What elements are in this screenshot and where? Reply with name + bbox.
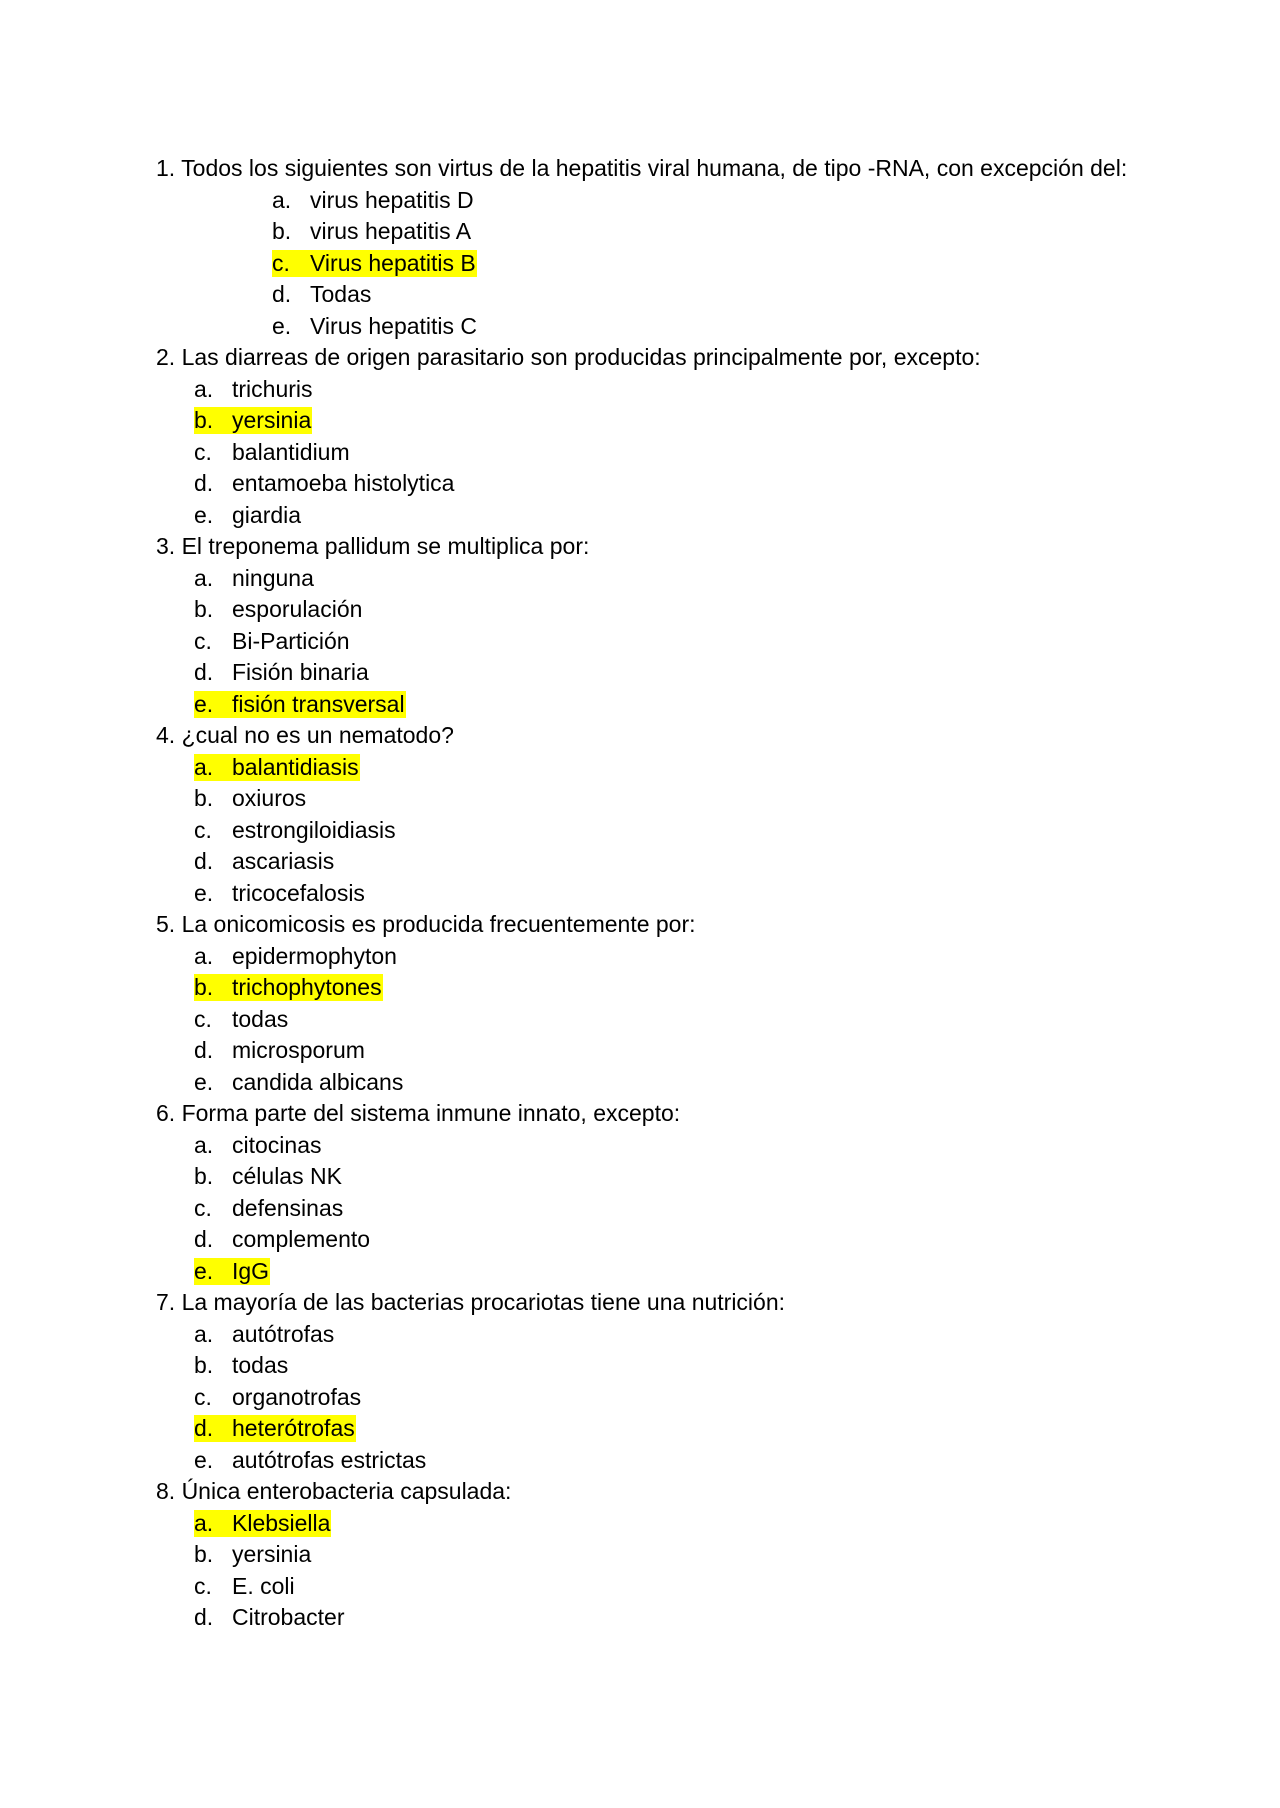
option-text: complemento bbox=[232, 1226, 371, 1252]
option-item bbox=[156, 1508, 1136, 1540]
question-text: 4. ¿cual no es un nematodo? bbox=[156, 722, 454, 748]
option-letter: c. bbox=[272, 249, 290, 276]
option-item bbox=[156, 846, 1136, 878]
option-content bbox=[194, 659, 370, 686]
option-content bbox=[272, 281, 372, 308]
option-letter: e. bbox=[194, 1068, 214, 1095]
option-letter: a. bbox=[194, 375, 214, 402]
option-content bbox=[194, 1006, 289, 1033]
option-text: virus hepatitis A bbox=[310, 218, 472, 244]
option-list bbox=[156, 941, 1136, 1099]
option-item bbox=[156, 657, 1136, 689]
option-item bbox=[156, 437, 1136, 469]
question-text: 1. Todos los siguientes son virtus de la hepatitis viral humana, de tipo -RNA, con excepción del: bbox=[156, 155, 1128, 181]
option-letter: c. bbox=[194, 438, 212, 465]
option-text: candida albicans bbox=[232, 1068, 404, 1095]
option-letter: a. bbox=[194, 753, 214, 780]
option-list bbox=[156, 185, 1136, 343]
option-letter: b. bbox=[194, 596, 214, 622]
option-item bbox=[156, 878, 1136, 910]
question-3 bbox=[156, 531, 1136, 720]
option-letter: e. bbox=[194, 690, 214, 717]
question-1 bbox=[156, 153, 1136, 342]
option-text: células NK bbox=[232, 1163, 342, 1189]
option-text: trichuris bbox=[232, 375, 313, 402]
option-content bbox=[194, 1226, 371, 1253]
option-item bbox=[156, 563, 1136, 595]
option-letter: a. bbox=[194, 942, 214, 969]
option-letter: a. bbox=[272, 186, 292, 213]
option-item bbox=[156, 1602, 1136, 1634]
option-list bbox=[156, 1319, 1136, 1477]
option-letter: b. bbox=[194, 785, 214, 811]
option-text: fisión transversal bbox=[232, 690, 405, 717]
option-text: balantidiasis bbox=[232, 753, 359, 780]
option-item bbox=[156, 1004, 1136, 1036]
option-letter: e. bbox=[194, 1257, 214, 1284]
option-item bbox=[156, 1571, 1136, 1603]
option-text: Citrobacter bbox=[232, 1604, 345, 1630]
option-content bbox=[194, 1069, 404, 1096]
highlighted-answer bbox=[194, 407, 312, 434]
option-content bbox=[194, 1132, 322, 1159]
option-content bbox=[194, 596, 363, 623]
option-content bbox=[194, 848, 335, 875]
option-letter: b. bbox=[194, 1352, 214, 1378]
option-text: yersinia bbox=[232, 1541, 312, 1567]
option-content bbox=[194, 502, 302, 529]
option-text: ninguna bbox=[232, 564, 314, 591]
option-content bbox=[194, 1384, 362, 1411]
option-letter: d. bbox=[194, 848, 214, 874]
option-content bbox=[194, 1447, 427, 1474]
option-content bbox=[194, 628, 351, 655]
option-item bbox=[156, 185, 1136, 217]
option-letter: c. bbox=[194, 627, 212, 654]
option-item bbox=[156, 500, 1136, 532]
option-item bbox=[156, 815, 1136, 847]
option-item bbox=[156, 1161, 1136, 1193]
option-letter: d. bbox=[194, 1037, 214, 1063]
question-2 bbox=[156, 342, 1136, 531]
option-content bbox=[194, 470, 455, 497]
option-content bbox=[194, 1541, 312, 1568]
option-text: Fisión binaria bbox=[232, 659, 369, 685]
option-text: Klebsiella bbox=[232, 1509, 331, 1536]
option-item bbox=[156, 1130, 1136, 1162]
option-item bbox=[156, 1413, 1136, 1445]
option-letter: d. bbox=[194, 1226, 214, 1252]
question-text: 5. La onicomicosis es producida frecuentemente por: bbox=[156, 911, 696, 937]
option-text: oxiuros bbox=[232, 785, 307, 811]
option-letter: b. bbox=[194, 1163, 214, 1189]
option-letter: d. bbox=[272, 281, 292, 307]
option-letter: b. bbox=[194, 407, 214, 433]
question-6 bbox=[156, 1098, 1136, 1287]
option-content bbox=[194, 1352, 289, 1379]
highlighted-answer bbox=[194, 1415, 356, 1442]
option-item bbox=[156, 1256, 1136, 1288]
option-text: trichophytones bbox=[232, 974, 382, 1000]
option-item bbox=[156, 311, 1136, 343]
option-content bbox=[194, 1573, 296, 1600]
option-item bbox=[156, 783, 1136, 815]
option-text: epidermophyton bbox=[232, 942, 397, 969]
option-item bbox=[156, 1193, 1136, 1225]
highlighted-answer bbox=[194, 691, 406, 718]
question-8 bbox=[156, 1476, 1136, 1634]
option-list bbox=[156, 1130, 1136, 1288]
option-text: balantidium bbox=[232, 438, 350, 465]
option-list bbox=[156, 1508, 1136, 1634]
option-item bbox=[156, 405, 1136, 437]
option-content bbox=[194, 565, 315, 592]
option-text: autótrofas bbox=[232, 1320, 335, 1347]
option-letter: b. bbox=[272, 218, 292, 244]
option-content bbox=[194, 1163, 343, 1190]
option-letter: c. bbox=[194, 816, 212, 843]
question-5 bbox=[156, 909, 1136, 1098]
option-item bbox=[156, 972, 1136, 1004]
option-letter: d. bbox=[194, 659, 214, 685]
option-item bbox=[156, 752, 1136, 784]
option-item bbox=[156, 594, 1136, 626]
highlighted-answer bbox=[194, 754, 360, 781]
option-letter: d. bbox=[194, 1604, 214, 1630]
option-letter: c. bbox=[194, 1572, 212, 1599]
question-4 bbox=[156, 720, 1136, 909]
option-content bbox=[194, 817, 397, 844]
option-text: Todas bbox=[310, 281, 372, 307]
option-letter: a. bbox=[194, 1320, 214, 1347]
option-content bbox=[194, 1321, 335, 1348]
option-text: ascariasis bbox=[232, 848, 335, 874]
option-content bbox=[194, 376, 314, 403]
question-text: 7. La mayoría de las bacterias procariotas tiene una nutrición: bbox=[156, 1289, 786, 1315]
option-content bbox=[272, 187, 475, 214]
option-text: defensinas bbox=[232, 1194, 344, 1221]
question-text: 2. Las diarreas de origen parasitario son producidas principalmente por, excepto: bbox=[156, 344, 981, 370]
option-letter: a. bbox=[194, 1509, 214, 1536]
option-item bbox=[156, 689, 1136, 721]
highlighted-answer bbox=[194, 1258, 270, 1285]
question-text: 3. El treponema pallidum se multiplica por: bbox=[156, 533, 590, 559]
option-content bbox=[194, 439, 351, 466]
highlighted-answer bbox=[272, 250, 477, 277]
option-content bbox=[194, 943, 398, 970]
option-content bbox=[272, 313, 478, 340]
option-content bbox=[194, 880, 366, 907]
option-text: todas bbox=[232, 1005, 289, 1032]
option-content bbox=[194, 1604, 345, 1631]
option-text: E. coli bbox=[232, 1572, 295, 1599]
option-content bbox=[194, 1195, 344, 1222]
option-text: virus hepatitis D bbox=[310, 186, 474, 213]
option-item bbox=[156, 1224, 1136, 1256]
option-text: autótrofas estrictas bbox=[232, 1446, 427, 1473]
option-letter: e. bbox=[194, 501, 214, 528]
option-text: giardia bbox=[232, 501, 302, 528]
option-letter: d. bbox=[194, 470, 214, 496]
option-letter: c. bbox=[194, 1383, 212, 1410]
option-letter: c. bbox=[194, 1005, 212, 1032]
option-text: Virus hepatitis B bbox=[310, 249, 476, 276]
question-7 bbox=[156, 1287, 1136, 1476]
option-list bbox=[156, 374, 1136, 532]
option-text: heterótrofas bbox=[232, 1415, 355, 1441]
option-text: estrongiloidiasis bbox=[232, 816, 396, 843]
question-text: 8. Única enterobacteria capsulada: bbox=[156, 1478, 512, 1504]
option-item bbox=[156, 1539, 1136, 1571]
option-list bbox=[156, 563, 1136, 721]
highlighted-answer bbox=[194, 1510, 331, 1537]
option-letter: e. bbox=[194, 879, 214, 906]
option-content bbox=[194, 785, 307, 812]
option-letter: b. bbox=[194, 974, 214, 1000]
option-letter: a. bbox=[194, 1131, 214, 1158]
option-letter: c. bbox=[194, 1194, 212, 1221]
option-text: Virus hepatitis C bbox=[310, 312, 478, 339]
option-item bbox=[156, 1035, 1136, 1067]
option-content bbox=[194, 1037, 366, 1064]
option-content bbox=[272, 218, 472, 245]
option-item bbox=[156, 1067, 1136, 1099]
option-item bbox=[156, 1319, 1136, 1351]
option-text: entamoeba histolytica bbox=[232, 470, 455, 496]
option-item bbox=[156, 248, 1136, 280]
option-text: todas bbox=[232, 1352, 289, 1378]
option-text: yersinia bbox=[232, 407, 312, 433]
option-item bbox=[156, 1350, 1136, 1382]
option-letter: d. bbox=[194, 1415, 214, 1441]
option-list bbox=[156, 752, 1136, 910]
option-item bbox=[156, 626, 1136, 658]
option-text: organotrofas bbox=[232, 1383, 362, 1410]
option-item bbox=[156, 1445, 1136, 1477]
option-item bbox=[156, 374, 1136, 406]
question-text: 6. Forma parte del sistema inmune innato, excepto: bbox=[156, 1100, 681, 1126]
option-item bbox=[156, 279, 1136, 311]
option-text: microsporum bbox=[232, 1037, 365, 1063]
option-item bbox=[156, 941, 1136, 973]
option-letter: b. bbox=[194, 1541, 214, 1567]
option-item bbox=[156, 468, 1136, 500]
highlighted-answer bbox=[194, 974, 383, 1001]
option-text: Bi-Partición bbox=[232, 627, 350, 654]
option-item bbox=[156, 1382, 1136, 1414]
option-item bbox=[156, 216, 1136, 248]
option-letter: e. bbox=[272, 312, 292, 339]
option-text: tricocefalosis bbox=[232, 879, 365, 906]
option-letter: e. bbox=[194, 1446, 214, 1473]
option-text: IgG bbox=[232, 1257, 270, 1284]
option-letter: a. bbox=[194, 564, 214, 591]
option-text: esporulación bbox=[232, 596, 363, 622]
document-page bbox=[156, 153, 1136, 1634]
option-text: citocinas bbox=[232, 1131, 322, 1158]
